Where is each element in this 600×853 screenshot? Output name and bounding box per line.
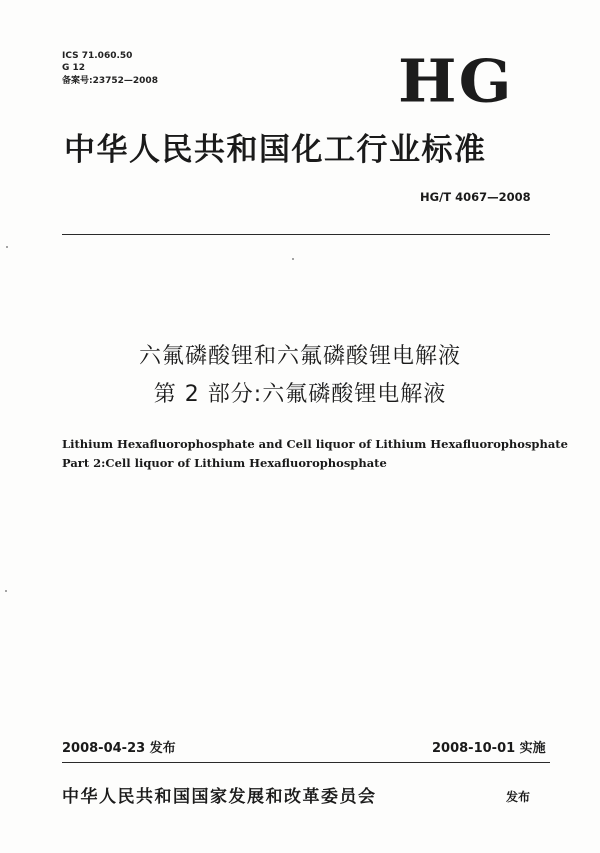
effective-date: 2008-10-01 实施 bbox=[432, 741, 546, 756]
scan-speck bbox=[5, 590, 7, 592]
standard-number: HG/T 4067—2008 bbox=[420, 190, 531, 204]
classification-code: G 12 bbox=[62, 63, 86, 73]
hg-logo: HG bbox=[398, 46, 514, 116]
top-divider bbox=[62, 234, 550, 235]
publish-date: 2008-04-23 发布 bbox=[62, 741, 176, 756]
scan-speck bbox=[6, 246, 8, 248]
chinese-title-line-1: 六氟磷酸锂和六氟磷酸锂电解液 bbox=[138, 344, 461, 369]
english-title-line-2: Part 2:Cell liquor of Lithium Hexafluorophosphate bbox=[62, 456, 387, 470]
issuing-label: 发布 bbox=[506, 790, 531, 804]
organization-title: 中华人民共和国化工行业标准 bbox=[64, 132, 487, 168]
english-title-line-1: Lithium Hexafluorophosphate and Cell liquor of Lithium Hexafluorophosphate bbox=[62, 437, 568, 451]
chinese-title-line-2: 第 2 部分:六氟磷酸锂电解液 bbox=[153, 382, 447, 407]
bottom-divider bbox=[62, 762, 550, 763]
filing-number: 备案号:23752—2008 bbox=[62, 76, 158, 86]
ics-code: ICS 71.060.50 bbox=[62, 51, 133, 61]
scan-speck bbox=[292, 258, 294, 260]
issuing-authority: 中华人民共和国国家发展和改革委员会 bbox=[62, 787, 377, 807]
